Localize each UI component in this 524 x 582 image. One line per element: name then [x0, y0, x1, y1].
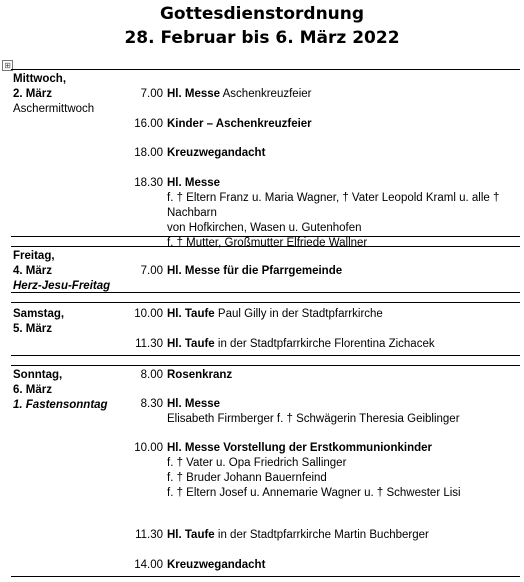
intention-line: f. † Eltern Josef u. Annemarie Wagner u. † Schwester Lisi [167, 487, 461, 499]
title-line-2: 28. Februar bis 6. März 2022 [124, 28, 400, 48]
day-label-freitag [13, 249, 110, 294]
table-rule [11, 355, 520, 356]
event [118, 117, 518, 132]
intention-line: Elisabeth Firmberger f. † Schwägerin Theresia Geiblinger [167, 413, 460, 425]
event [118, 558, 518, 573]
date: 2. März [13, 88, 52, 100]
event-time: 18.30 [134, 177, 163, 189]
event [118, 264, 518, 279]
weekday: Sonntag, [13, 369, 63, 381]
intention-line: f. † Bruder Johann Bauernfeind [167, 472, 327, 484]
feast: Herz-Jesu-Freitag [13, 280, 111, 292]
event-detail: in der Stadtpfarrkirche Martin Buchberger [214, 529, 429, 541]
event-title: Rosenkranz [167, 369, 233, 381]
event-title: Hl. Messe Vorstellung der Erstkommunionkinder [167, 442, 432, 454]
event-title: Hl. Messe [167, 177, 221, 189]
day-label-mittwoch [13, 72, 94, 117]
date: 6. März [13, 384, 52, 396]
weekday: Samstag, [13, 308, 65, 320]
event-time: 10.00 [134, 308, 163, 320]
table-rule [11, 69, 520, 70]
table-rule [11, 576, 520, 577]
event [118, 528, 518, 543]
day-label-samstag [13, 307, 64, 337]
event [118, 397, 518, 427]
date: 4. März [13, 265, 52, 277]
intention-line: von Hofkirchen, Wasen u. Gutenhofen [167, 222, 362, 234]
event-time: 7.00 [140, 265, 163, 277]
event-time: 8.00 [140, 369, 163, 381]
event-title: Kinder – Aschenkreuzfeier [167, 118, 312, 130]
event-time: 11.30 [135, 529, 163, 541]
event-detail: in der Stadtpfarrkirche Florentina Zichacek [214, 338, 435, 350]
event-title: Hl. Taufe [167, 308, 215, 320]
feast: Aschermittwoch [13, 103, 95, 115]
table-move-handle-icon[interactable]: ⊞ [2, 60, 13, 71]
weekday: Mittwoch, [13, 73, 67, 85]
event-detail: Paul Gilly in der Stadtpfarrkirche [214, 308, 383, 320]
intention-line: f. † Mutter, Großmutter Elfriede Wallner [167, 237, 368, 249]
intention-line: f. † Eltern Franz u. Maria Wagner, † Vater Leopold Kraml u. alle † Nachbarn [167, 192, 500, 219]
event-title: Kreuzwegandacht [167, 147, 266, 159]
event [118, 368, 518, 383]
event-time: 8.30 [140, 398, 163, 410]
event [118, 146, 518, 161]
event-time: 18.00 [134, 147, 163, 159]
event [118, 176, 518, 251]
feast: 1. Fastensonntag [13, 399, 108, 411]
table-rule [11, 365, 520, 366]
event-time: 10.00 [134, 442, 163, 454]
event-title: Hl. Taufe [167, 529, 215, 541]
event-title: Hl. Taufe [167, 338, 215, 350]
event-title: Hl. Messe [167, 88, 221, 100]
intention-line: f. † Vater u. Opa Friedrich Sallinger [167, 457, 347, 469]
event-title: Hl. Messe für die Pfarrgemeinde [167, 265, 343, 277]
event [118, 87, 518, 102]
event-time: 7.00 [140, 88, 163, 100]
title-line-1: Gottesdienstordnung [159, 4, 365, 24]
event [118, 337, 518, 352]
event-time: 14.00 [134, 559, 163, 571]
weekday: Freitag, [13, 250, 55, 262]
event [118, 307, 518, 322]
event [118, 441, 518, 501]
day-label-sonntag [13, 368, 108, 413]
event-detail: Aschenkreuzfeier [220, 88, 312, 100]
table-rule [11, 302, 520, 303]
event-title: Kreuzwegandacht [167, 559, 266, 571]
date: 5. März [13, 323, 52, 335]
event-title: Hl. Messe [167, 398, 221, 410]
event-time: 16.00 [134, 118, 163, 130]
event-time: 11.30 [135, 338, 163, 350]
